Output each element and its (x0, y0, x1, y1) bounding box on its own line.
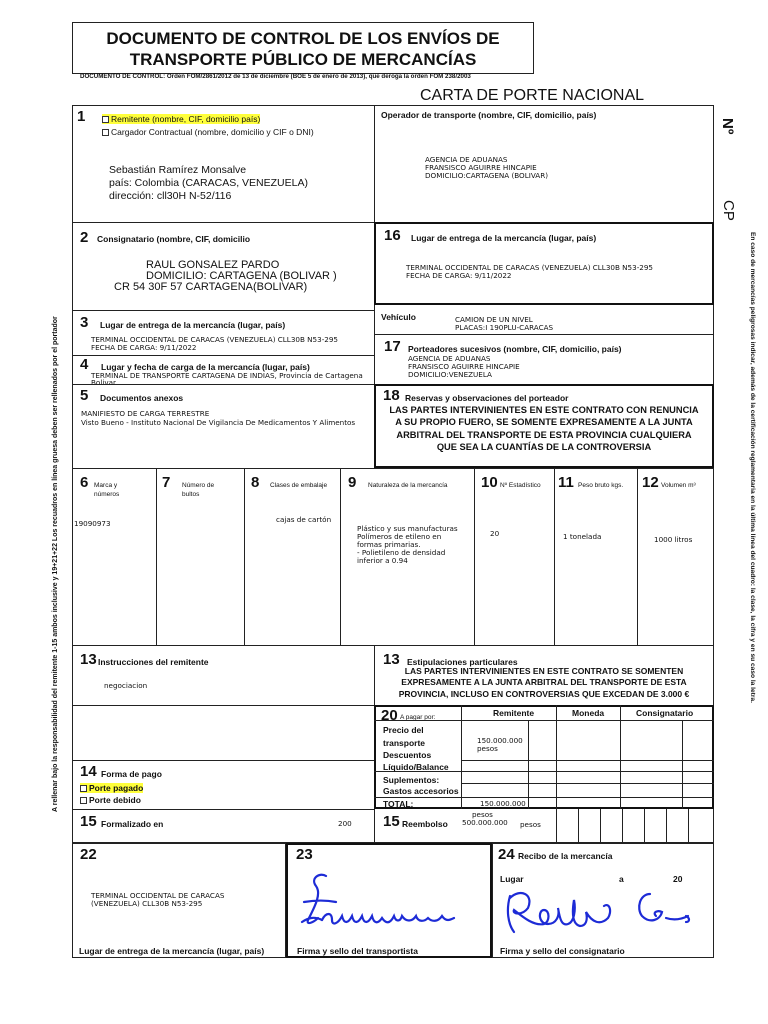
box-1-number: 1 (77, 108, 86, 125)
box-5-number: 5 (80, 387, 89, 404)
consignatario-line-2: DOMICILIO: CARTAGENA (BOLIVAR ) (146, 270, 337, 282)
header-consignatario: Consignatario (636, 708, 694, 718)
box-13b-line-2: EXPRESAMENTE A LA JUNTA ARBITRAL DEL TRANSPORTE DE ESTA (401, 677, 687, 688)
col-9-value-4: - Polietileno de densidad (357, 548, 446, 557)
divider (72, 355, 374, 356)
box-18-line-3: ARBITRAL DEL TRANSPORTE DE ESTA PROVINCIA CUALQUIERA (396, 429, 692, 440)
consignatario-line-3: CR 54 30F 57 CARTAGENA(BOLIVAR) (114, 281, 308, 293)
total-label: TOTAL: (383, 799, 414, 809)
left-side-text: A rellenar bajo la responsabilidad del remitente 1-15 ambos inclusive y 19+21+22 Los recuadros en línea gruesa deben ser rellenados por el portador (52, 316, 59, 812)
divider (374, 797, 714, 798)
box-5-line-1: MANIFIESTO DE CARGA TERRESTRE (81, 409, 210, 418)
col-8-label: Clases de embalaje (270, 482, 328, 489)
remitente-name: Sebastián Ramírez Monsalve (109, 164, 247, 176)
operador-label: Operador de transporte (nombre, CIF, domicilio, país) (381, 110, 597, 120)
col-11-label: Peso bruto kgs. (578, 482, 624, 489)
carta-title: CARTA DE PORTE NACIONAL (420, 87, 645, 104)
box-3-number: 3 (80, 314, 89, 331)
page-title (73, 28, 533, 70)
checkbox-icon (80, 797, 87, 804)
col-9-label: Naturaleza de la mercancía (368, 482, 448, 489)
box-3-line-1: TERMINAL OCCIDENTAL DE CARACAS (VENEZUELA) CLL30B N53-295 (91, 335, 339, 344)
right-side-text: En caso de mercancías peligrosas indicar, además de la certificación reglamentaria en la última línea del cuadro: la clase, la cifra y en su caso la letra. (749, 232, 756, 703)
descuentos-label: Descuentos (383, 750, 432, 760)
vehiculo-label: Vehículo (381, 312, 416, 322)
col-10-label: Nº Estadístico (500, 482, 541, 489)
box-20-number: 20 (381, 707, 398, 724)
box-3-label: Lugar de entrega de la mercancía (lugar, país) (100, 320, 286, 330)
number-label: Nº (719, 118, 736, 135)
col-7-label-2: bultos (182, 491, 200, 498)
box-5-line-2: Visto Bueno - Instituto Nacional De Vigilancia De Medicamentos Y Alimentos (81, 418, 356, 427)
box-16-label: Lugar de entrega de la mercancía (lugar, país) (411, 233, 597, 243)
year-label: 20 (673, 874, 683, 884)
col-10-value: 20 (490, 529, 500, 538)
box-2-number: 2 (80, 229, 89, 246)
divider (644, 809, 645, 843)
col-8-value: cajas de cartón (276, 515, 332, 524)
divider (72, 809, 374, 810)
porte-debido-option[interactable] (80, 795, 141, 805)
divider (374, 720, 714, 721)
divider (461, 760, 714, 761)
col-12-label: Volumen m³ (661, 482, 696, 489)
box-24-label: Recibo de la mercancía (518, 851, 613, 861)
cargador-label: Cargador Contractual (nombre, domicilio y CIF o DNI) (111, 127, 314, 137)
box-17-line-2: FRANSISCO AGUIRRE HINCAPIE (408, 362, 520, 371)
precio-unit: pesos (477, 744, 498, 753)
box-13b-line-1: LAS PARTES INTERVINIENTES EN ESTE CONTRATO SE SOMENTEN (404, 666, 684, 676)
divider (72, 384, 374, 385)
box-18-text (376, 404, 712, 453)
divider (156, 468, 157, 645)
operador-line-2: FRANSISCO AGUIRRE HINCAPIE (425, 163, 537, 172)
box-14-number: 14 (80, 763, 97, 780)
a-pagar-label: A pagar por: (400, 714, 436, 721)
checkbox-icon (102, 129, 109, 136)
divider (682, 720, 683, 809)
box-16-number: 16 (384, 227, 401, 244)
box-13b-text (376, 666, 712, 700)
cargador-option[interactable] (102, 127, 314, 137)
operador-line-1: AGENCIA DE ADUANAS (425, 155, 508, 164)
box-22-number: 22 (80, 846, 97, 863)
box-18-line-4: QUE SEA LA CUANTÍAS DE LA CONTROVERSIA (436, 441, 652, 452)
consignatario-line-1: RAUL GONSALEZ PARDO (146, 259, 280, 271)
gastos-label: Gastos accesorios (383, 786, 459, 796)
divider (528, 720, 529, 809)
box-18-line-2: A SU PROPIO FUERO, SE SOMENTE EXPRESAMENTE A LA JUNTA (395, 417, 693, 428)
box-15b-pesos: pesos (520, 820, 541, 829)
box-17-line-1: AGENCIA DE ADUANAS (408, 354, 491, 363)
divider (556, 809, 557, 843)
box-18-label: Reservas y observaciones del porteador (405, 393, 569, 403)
transportista-signature (296, 862, 486, 942)
a-label: a (619, 874, 624, 884)
divider (72, 310, 374, 311)
porte-pagado-option[interactable] (80, 783, 143, 793)
divider (578, 809, 579, 843)
col-9-number: 9 (348, 474, 357, 491)
box-23-number: 23 (296, 846, 313, 863)
header-moneda: Moneda (572, 708, 605, 718)
vehiculo-line-1: CAMION DE UN NIVEL (455, 315, 533, 324)
title-line-2: TRANSPORTE PÚBLICO DE MERCANCÍAS (129, 50, 477, 69)
box-15b-number: 15 (383, 813, 400, 830)
col-7-number: 7 (162, 474, 171, 491)
divider (622, 809, 623, 843)
box-13a-label: Instrucciones del remitente (98, 657, 209, 667)
box-18-number: 18 (383, 387, 400, 404)
box-17-line-3: DOMICILIO:VENEZUELA (408, 370, 492, 379)
operador-line-3: DOMICILIO:CARTAGENA (BOLIVAR) (425, 171, 549, 180)
box-15b-value: 500.000.000 (462, 818, 508, 827)
checkbox-icon (80, 785, 87, 792)
box-5-label: Documentos anexos (100, 393, 184, 403)
precio-label-1: Precio del (383, 725, 424, 735)
box-24-number: 24 (498, 846, 515, 863)
precio-value: 150.000.000 (477, 736, 523, 745)
col-9-value-5: inferior a 0.94 (357, 556, 408, 565)
divider (666, 809, 667, 843)
col-7-label-1: Número de (182, 482, 215, 489)
col-6-label-2: números (94, 491, 120, 498)
box-15b-pesos-top: pesos (472, 810, 493, 819)
divider (340, 468, 341, 645)
divider (461, 783, 714, 784)
box-15a-number: 15 (80, 813, 97, 830)
divider (72, 222, 374, 223)
lugar-label: Lugar (500, 874, 524, 884)
col-11-number: 11 (558, 474, 574, 491)
col-6-number: 6 (80, 474, 89, 491)
cp-label: CP (720, 200, 737, 221)
box-13a-value: negociacion (104, 681, 148, 690)
box-16-line-2: FECHA DE CARGA: 9/11/2022 (406, 271, 512, 280)
box-13b-number: 13 (383, 651, 400, 668)
divider (72, 468, 714, 469)
box-22-line-1: TERMINAL OCCIDENTAL DE CARACAS (91, 891, 225, 900)
col-6-label-1: Marca y (94, 482, 118, 489)
box-17-label: Porteadores sucesivos (nombre, CIF, domicilio, país) (408, 344, 622, 354)
title-line-1: DOCUMENTO DE CONTROL DE LOS ENVÍOS DE (106, 29, 500, 48)
col-6-value: 19090973 (74, 519, 111, 528)
box-22-label: Lugar de entrega de la mercancía (lugar, país) (79, 946, 265, 956)
checkbox-icon (102, 116, 109, 123)
header-remitente: Remitente (493, 708, 535, 718)
remitente-pais: país: Colombia (CARACAS, VENEZUELA) (109, 177, 308, 189)
divider (474, 468, 475, 645)
remitente-label: Remitente (nombre, CIF, domicilio país) (111, 114, 261, 124)
remitente-direccion: dirección: cll30H N-52/116 (109, 190, 232, 202)
box-4-line-1: TERMINAL DE TRANSPORTE CARTAGENA DE INDIAS, Provincia de Cartagena (91, 371, 363, 380)
liquido-label: Líquido/Balance (383, 762, 449, 772)
title-box (72, 22, 534, 74)
divider (244, 468, 245, 645)
porte-pagado-label: Porte pagado (89, 783, 144, 793)
box-4-label: Lugar y fecha de carga de la mercancía (lugar, país) (101, 362, 310, 372)
consignatario-label: Consignatario (nombre, CIF, domicilio (97, 234, 251, 244)
total-value: 150.000.000 (480, 799, 526, 808)
box-4-line-2: Bolivar (91, 379, 116, 384)
col-12-number: 12 (642, 474, 659, 491)
box-15a-label: Formalizado en (101, 819, 164, 829)
col-9-value-2: Polímeros de etileno en (357, 532, 442, 541)
col-12-value: 1000 litros (654, 535, 693, 544)
box-13b-line-3: PROVINCIA, INCLUSO EN CONTROVERSIAS QUE EXCEDAN DE 3.000 € (398, 688, 690, 699)
col-11-value: 1 tonelada (563, 532, 602, 541)
box-15a-value: 200 (338, 819, 352, 828)
vehiculo-line-2: PLACAS:I 190PLU-CARACAS (455, 323, 554, 332)
divider (600, 809, 601, 843)
col-9-value-3: formas primarias. (357, 540, 421, 549)
col-10-number: 10 (481, 474, 498, 491)
divider (554, 468, 555, 645)
box-3-line-2: FECHA DE CARGA: 9/11/2022 (91, 343, 197, 352)
box-4-number: 4 (80, 356, 89, 373)
divider (72, 645, 714, 646)
suplementos-label: Suplementos: (383, 775, 440, 785)
consignatario-signature (500, 880, 710, 940)
divider (688, 809, 689, 843)
box-13a-number: 13 (80, 651, 97, 668)
remitente-option[interactable] (102, 114, 260, 124)
col-8-number: 8 (251, 474, 260, 491)
box-24-firma-label: Firma y sello del consignatario (500, 946, 625, 956)
divider (72, 760, 374, 761)
box-14-label: Forma de pago (101, 769, 162, 779)
box-22-line-2: (VENEZUELA) CLL30B N53-295 (91, 899, 203, 908)
box-13b-label: Estipulaciones particulares (407, 657, 518, 667)
box-17-number: 17 (384, 338, 401, 355)
box-16-line-1: TERMINAL OCCIDENTAL DE CARACAS (VENEZUELA) CLL30B N53-295 (406, 263, 654, 272)
precio-label-2: transporte (383, 738, 426, 748)
porte-debido-label: Porte debido (89, 795, 141, 805)
box-15b-label: Reembolso (402, 819, 448, 829)
box-18-line-1: LAS PARTES INTERVINIENTES EN ESTE CONTRATO CON RENUNCIA (389, 405, 699, 415)
subtitle: DOCUMENTO DE CONTROL: Orden FOM/2861/2012 de 13 de diciembre (BOE 5 de enero de 2013), que deroga la orden FOM 238/2003 (80, 73, 471, 80)
divider (374, 334, 714, 335)
divider (72, 705, 374, 706)
box-23-label: Firma y sello del transportista (297, 946, 418, 956)
col-9-value-1: Plástico y sus manufacturas (357, 524, 458, 533)
divider (637, 468, 638, 645)
